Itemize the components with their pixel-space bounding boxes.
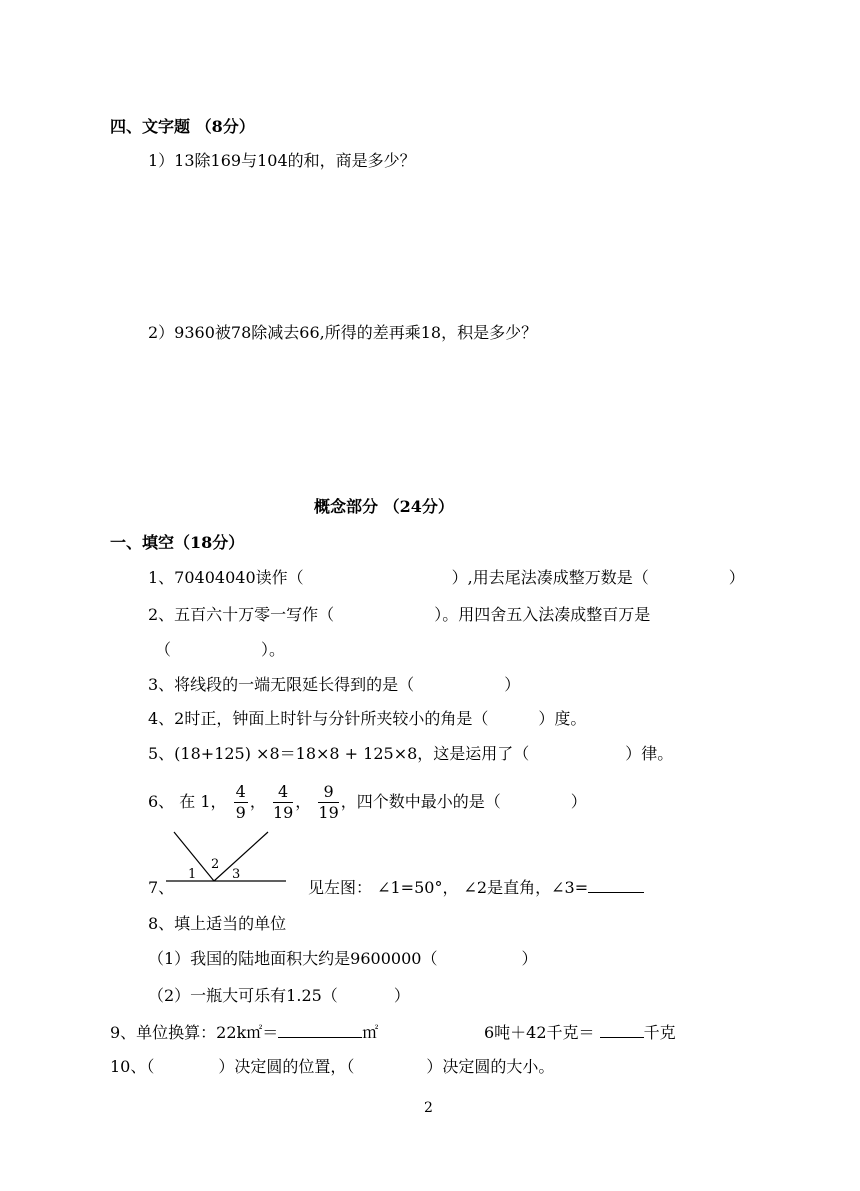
angle-label-2: 2 [211,857,220,872]
angle-label-3: 3 [232,867,241,882]
fill-q2: 2、五百六十万零一写作（ ）。用四舍五入法凑成整百万是 [148,605,651,624]
fill-q8-2: （2）一瓶大可乐有1.25（ ） [148,986,410,1005]
fill-q4: 4、2时正，钟面上时针与分针所夹较小的角是（ ）度。 [148,709,587,728]
page-number: 2 [424,1100,433,1116]
fraction-4-9: $\frac{4}{9}$ [235,782,246,822]
concept-title: 概念部分 （24分） [314,497,454,516]
question-4-2: 2）9360被78除减去66,所得的差再乘18，积是多少？ [148,323,538,342]
section4-title: 四、文字题 （8分） [110,117,255,136]
angle-diagram [166,830,288,886]
fill-q7-label: 7、 [148,878,175,897]
fill-q1: 1、70404040读作（ ）,用去尾法凑成整万数是（ ） [148,568,745,587]
fraction-4-19: $\frac{4}{19}$ [272,782,294,822]
fill-q6: 6、 在 1， $\frac{4}{9}$ ， $\frac{4}{19}$ ， $\frac{9}{19}$ ，四个数中最小的是（ ） [148,782,587,822]
fill-q9: 9、单位换算：22k㎡＝ ㎡ [110,1023,379,1042]
fill-blank-title: 一、填空（18分） [110,533,245,552]
blank-angle3[interactable] [588,878,644,893]
fill-q8-1: （1）我国的陆地面积大约是9600000（ ） [148,949,538,968]
angle-label-1: 1 [188,867,197,882]
fraction-9-19: $\frac{9}{19}$ [318,782,339,822]
fill-q7: 见左图： ∠1=50°， ∠2是直角，∠3= [308,877,644,899]
blank-kg[interactable] [600,1023,644,1038]
question-4-1: 1）13除169与104的和，商是多少？ [148,151,416,170]
fill-q5: 5、(18+125) ×8＝18×8 + 125×8，这是运用了（ ）律。 [148,744,674,763]
fill-q10: 10、（ ）决定圆的位置，（ ）决定圆的大小。 [110,1057,555,1076]
fill-q8: 8、填上适当的单位 [148,914,287,933]
fill-q9-b: 6吨＋42千克＝ 千克 [484,1023,676,1042]
blank-area[interactable] [278,1023,362,1038]
fill-q3: 3、将线段的一端无限延长得到的是（ ） [148,675,521,694]
fill-q2-cont: （ ）。 [155,640,286,659]
